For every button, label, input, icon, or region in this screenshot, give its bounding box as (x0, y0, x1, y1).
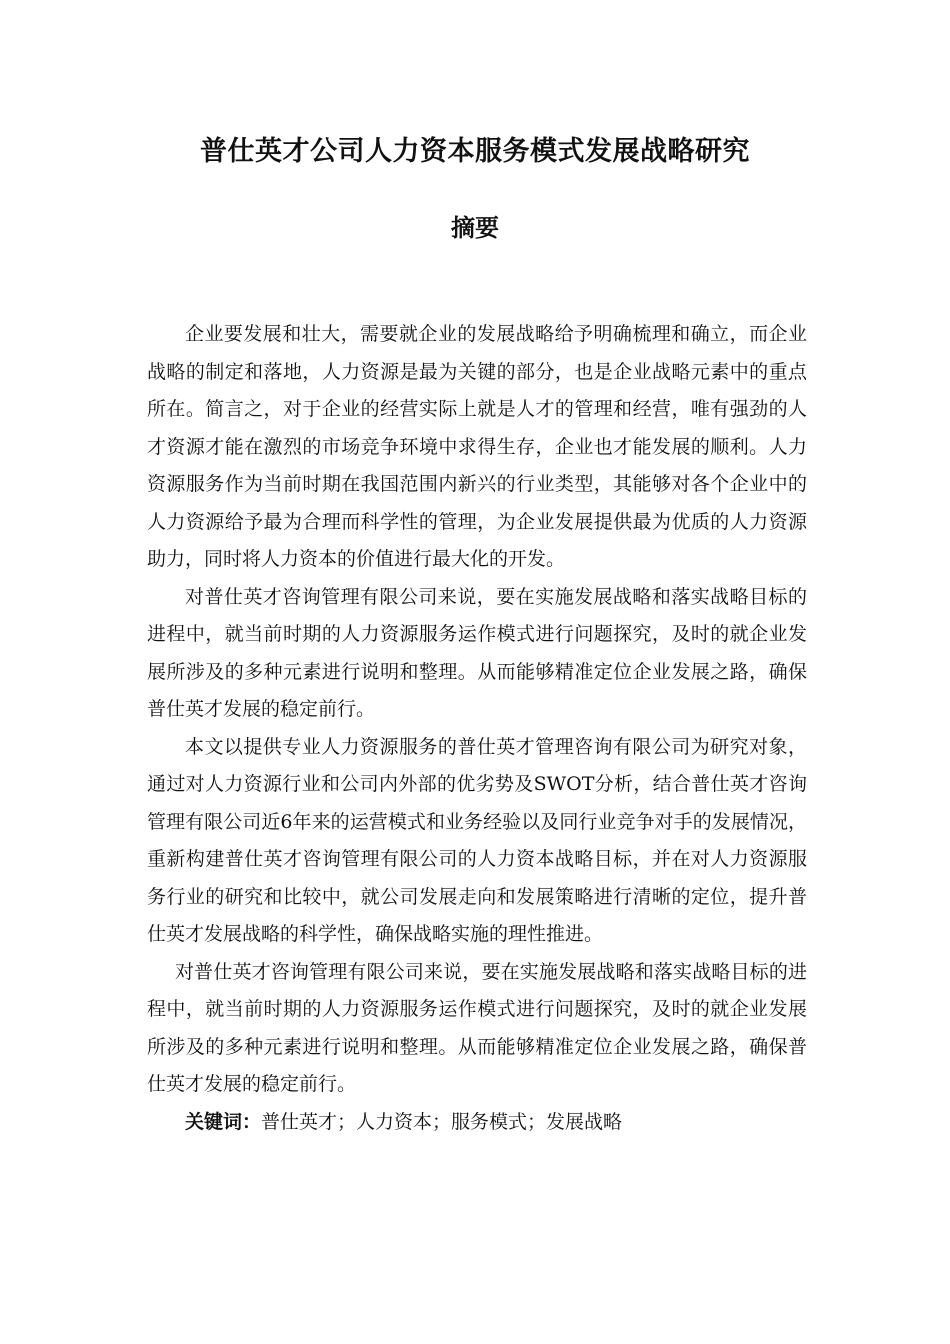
keywords-line (147, 1104, 807, 1142)
document-title: 普仕英才公司人力资本服务模式发展战略研究 (200, 136, 750, 167)
abstract-paragraph: 对普仕英才咨询管理有限公司来说，要在实施发展战略和落实战略目标的进程中，就当前时期的人力资源服务运作模式进行问题探究，及时的就企业发展所涉及的多种元素进行说明和整理。从而能够精准定位企业发展之路，确保普仕英才发展的稳定前行。 (147, 585, 807, 720)
abstract-paragraph: 企业要发展和壮大，需要就企业的发展战略给予明确梳理和确立，而企业战略的制定和落地，人力资源是最为关键的部分，也是企业战略元素中的重点所在。简言之，对于企业的经营实际上就是人才的管理和经营，唯有强劲的人才资源才能在激烈的市场竞争环境中求得生存，企业也才能发展的顺利。人力资源服务作为当前时期在我国范围内新兴的行业类型，其能够对各个企业中的人力资源给予最为合理而科学性的管理，为企业发展提供最为优质的人力资源助力，同时将人力资本的价值进行最大化的开发。 (147, 323, 807, 570)
abstract-body (147, 316, 807, 1141)
keywords-label: 关键词： (185, 1110, 262, 1133)
abstract-paragraph: 对普仕英才咨询管理有限公司来说，要在实施发展战略和落实战略目标的进程中，就当前时期的人力资源服务运作模式进行问题探究，及时的就企业发展所涉及的多种元素进行说明和整理。从而能够精准定位企业发展之路，确保普仕英才发展的稳定前行。 (147, 960, 807, 1095)
keywords-value: 普仕英才；人力资本；服务模式；发展战略 (261, 1110, 623, 1133)
abstract-paragraph: 本文以提供专业人力资源服务的普仕英才管理咨询有限公司为研究对象，通过对人力资源行业和公司内外部的优劣势及SWOT分析，结合普仕英才咨询管理有限公司近6年来的运营模式和业务经验以及同行业竞争对手的发展情况，重新构建普仕英才咨询管理有限公司的人力资本战略目标，并在对人力资源服务行业的研究和比较中，就公司发展走向和发展策略进行清晰的定位，提升普仕英才发展战略的科学性，确保战略实施的理性推进。 (147, 735, 807, 945)
abstract-heading: 摘要 (451, 214, 499, 242)
